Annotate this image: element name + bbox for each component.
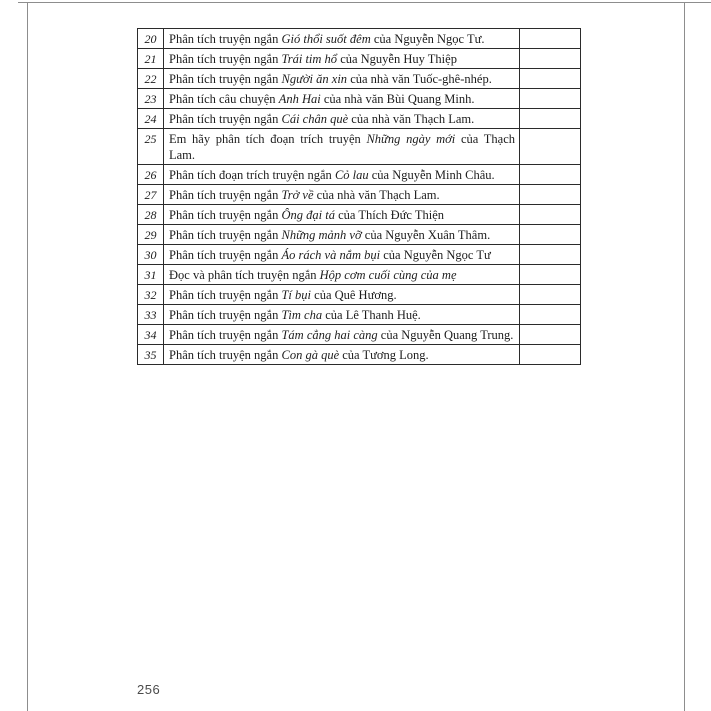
row-number: 34 [144, 328, 157, 342]
row-number: 23 [144, 92, 157, 106]
topic-text-pre: Phân tích đoạn trích truyện ngắn [169, 168, 335, 182]
row-topic-cell [164, 129, 520, 164]
row-empty-cell [520, 265, 580, 284]
essay-topics-table [137, 28, 581, 365]
row-number-cell [138, 265, 164, 284]
story-title: Anh Hai [278, 92, 321, 106]
row-number: 30 [144, 248, 157, 262]
row-number: 27 [144, 188, 157, 202]
row-empty-cell [520, 109, 580, 128]
story-title: Hộp cơm cuối cùng của mẹ [319, 268, 457, 282]
topic-text-pre: Đọc và phân tích truyện ngắn [169, 268, 320, 282]
row-empty-cell [520, 165, 580, 184]
topic-text-pre: Phân tích truyện ngắn [169, 52, 282, 66]
row-number: 22 [144, 72, 157, 86]
story-title: Áo rách và nắm bụi [281, 248, 381, 262]
table-row [138, 345, 580, 364]
row-number-cell [138, 29, 164, 48]
story-title: Ông đại tá [281, 208, 335, 222]
table-row [138, 325, 580, 345]
table-row [138, 89, 580, 109]
table-row [138, 265, 580, 285]
row-topic-cell [164, 285, 520, 304]
row-topic-cell [164, 109, 520, 128]
topic-text-pre: Phân tích truyện ngắn [169, 112, 282, 126]
story-title: Cái chân què [281, 112, 349, 126]
story-title: Cỏ lau [334, 168, 369, 182]
row-empty-cell [520, 49, 580, 68]
row-topic-cell [164, 345, 520, 364]
table-row [138, 285, 580, 305]
row-empty-cell [520, 89, 580, 108]
topic-text-pre: Phân tích truyện ngắn [169, 348, 282, 362]
row-topic-cell [164, 29, 520, 48]
row-number: 32 [144, 288, 157, 302]
topic-text-post: của nhà văn Thạch Lam. [313, 188, 440, 202]
row-number-cell [138, 245, 164, 264]
topic-text-post: của Thạch Lam. [169, 132, 515, 162]
row-topic-cell [164, 225, 520, 244]
table-row [138, 245, 580, 265]
story-title: Trái tim hổ [281, 52, 338, 66]
row-topic-cell [164, 165, 520, 184]
topic-text-post: của Lê Thanh Huệ. [322, 308, 421, 322]
row-number: 31 [144, 268, 157, 282]
row-topic-cell [164, 69, 520, 88]
topic-text-post: của nhà văn Tuốc-ghê-nhép. [347, 72, 492, 86]
row-topic-cell [164, 205, 520, 224]
topic-text-post: của Nguyễn Ngọc Tư. [370, 32, 485, 46]
row-number-cell [138, 205, 164, 224]
story-title: Con gà què [281, 348, 340, 362]
row-number-cell [138, 225, 164, 244]
story-title: Những mảnh vỡ [281, 228, 362, 242]
row-number: 35 [144, 348, 157, 362]
topic-text-post: của Nguyễn Minh Châu. [368, 168, 495, 182]
topic-text-pre: Phân tích truyện ngắn [169, 32, 282, 46]
topic-text-pre: Phân tích truyện ngắn [169, 288, 282, 302]
topic-text-pre: Phân tích truyện ngắn [169, 308, 282, 322]
topic-text-post: của Tương Long. [339, 348, 429, 362]
row-number-cell [138, 129, 164, 164]
table-row [138, 109, 580, 129]
story-title: Những ngày mới [366, 132, 456, 146]
table-row [138, 305, 580, 325]
row-topic-cell [164, 49, 520, 68]
row-empty-cell [520, 129, 580, 164]
row-topic-cell [164, 185, 520, 204]
table-row [138, 185, 580, 205]
row-number-cell [138, 285, 164, 304]
row-number-cell [138, 345, 164, 364]
row-empty-cell [520, 345, 580, 364]
row-number: 24 [144, 112, 157, 126]
row-empty-cell [520, 29, 580, 48]
row-empty-cell [520, 305, 580, 324]
row-topic-cell [164, 89, 520, 108]
row-topic-cell [164, 305, 520, 324]
row-topic-cell [164, 265, 520, 284]
row-empty-cell [520, 205, 580, 224]
table-row [138, 225, 580, 245]
story-title: Người ăn xin [281, 72, 348, 86]
topic-text-post: của Quê Hương. [311, 288, 397, 302]
topic-text-pre: Phân tích truyện ngắn [169, 228, 282, 242]
story-title: Tìm cha [281, 308, 323, 322]
topic-text-pre: Phân tích truyện ngắn [169, 328, 282, 342]
row-number: 21 [144, 52, 157, 66]
topic-text-pre: Phân tích truyện ngắn [169, 208, 282, 222]
row-number-cell [138, 165, 164, 184]
row-number: 33 [144, 308, 157, 322]
row-number: 26 [144, 168, 157, 182]
row-empty-cell [520, 69, 580, 88]
story-title: Tám cẳng hai càng [281, 328, 378, 342]
topic-text-pre: Phân tích câu chuyện [169, 92, 279, 106]
table-row [138, 69, 580, 89]
topic-text-pre: Phân tích truyện ngắn [169, 72, 282, 86]
row-number: 25 [144, 132, 157, 146]
row-number-cell [138, 305, 164, 324]
page-edge-top-line [18, 2, 711, 3]
topic-text-pre: Em hãy phân tích đoạn trích truyện [169, 132, 367, 146]
row-empty-cell [520, 245, 580, 264]
topic-text-post: của Nguyễn Ngọc Tư [380, 248, 491, 262]
topic-text-post: của Nguyễn Quang Trung. [377, 328, 514, 342]
topic-text-post: của nhà văn Thạch Lam. [348, 112, 475, 126]
row-number-cell [138, 185, 164, 204]
row-topic-cell [164, 245, 520, 264]
row-empty-cell [520, 285, 580, 304]
topic-text-post: của Nguyễn Xuân Thâm. [361, 228, 491, 242]
page-edge-right-line [684, 2, 685, 711]
topic-text-pre: Phân tích truyện ngắn [169, 188, 282, 202]
story-title: Tí bụi [281, 288, 312, 302]
topic-text-post: của nhà văn Bùi Quang Minh. [320, 92, 475, 106]
topic-text-post: của Thích Đức Thiện [334, 208, 445, 222]
topic-text-post: của Nguyễn Huy Thiệp [337, 52, 457, 66]
topic-text-pre: Phân tích truyện ngắn [169, 248, 282, 262]
row-number: 20 [144, 32, 157, 46]
table-row [138, 205, 580, 225]
row-number-cell [138, 69, 164, 88]
table-row [138, 129, 580, 165]
row-topic-cell [164, 325, 520, 344]
story-title: Gió thổi suốt đêm [281, 32, 371, 46]
row-empty-cell [520, 185, 580, 204]
table-row [138, 49, 580, 69]
table-row [138, 29, 580, 49]
row-number-cell [138, 89, 164, 108]
story-title: Trở về [281, 188, 314, 202]
row-number: 28 [144, 208, 157, 222]
page-edge-left-line [27, 2, 28, 711]
row-empty-cell [520, 225, 580, 244]
row-number-cell [138, 325, 164, 344]
row-number-cell [138, 109, 164, 128]
row-number: 29 [144, 228, 157, 242]
table-row [138, 165, 580, 185]
row-empty-cell [520, 325, 580, 344]
page-number: 256 [137, 682, 161, 697]
row-number-cell [138, 49, 164, 68]
